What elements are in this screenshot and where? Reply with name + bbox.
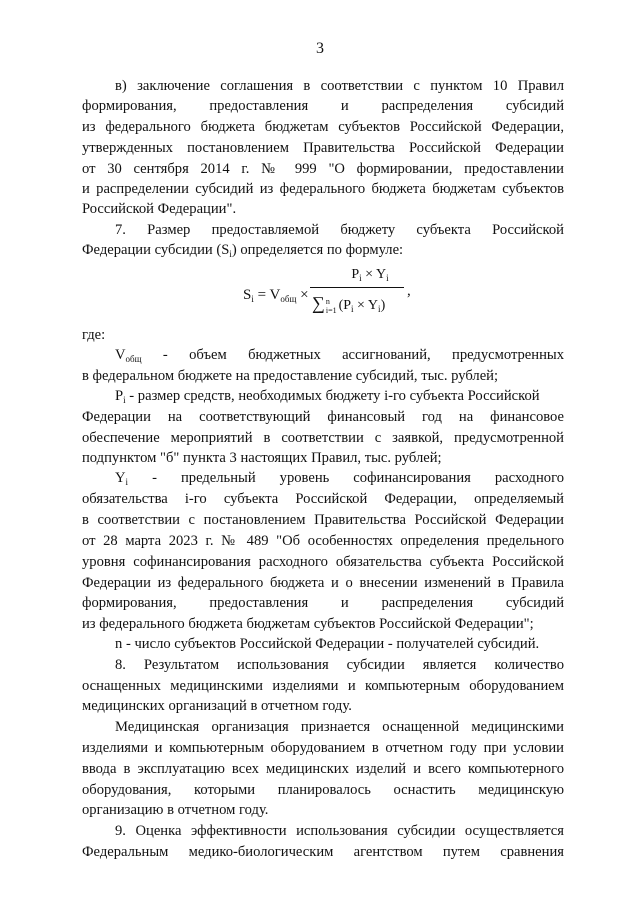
den-p-sub: i: [351, 304, 354, 314]
text-line: [82, 593, 564, 613]
line-text-after: ) определяется по формуле:: [231, 242, 404, 258]
line-text: Федерации на соответствующий финансовый год на финансовое: [82, 409, 564, 425]
line-text: от 28 марта 2023 г. № 489 "Об особенностях определения предельного: [82, 533, 564, 549]
line-text: Федерации субсидии (S: [82, 242, 230, 258]
formula-eq: = V: [253, 287, 281, 303]
text-line: [82, 759, 564, 779]
subsidy-formula: [0, 263, 640, 323]
line-text: организацию в отчетном году.: [82, 802, 269, 818]
line-text: в федеральном бюджете на предоставление субсидий, тыс. рублей;: [82, 368, 499, 384]
text-line: [82, 552, 564, 572]
line-text: формирования, предоставления и распределения субсидий: [82, 595, 564, 611]
line-text: из федерального бюджета бюджетам субъектов Российской Федерации,: [82, 119, 564, 135]
formula-comma: ,: [407, 283, 411, 299]
sum-symbol: ∑: [312, 293, 325, 313]
line-text: утвержденных постановлением Правительства Российской Федерации: [82, 140, 564, 156]
line-text: ввода в эксплуатацию всех медицинских изделий и всего компьютерного: [82, 761, 564, 777]
sum-upper: n: [325, 296, 330, 306]
text-line: [82, 510, 564, 530]
den-y-sub: i: [378, 304, 381, 314]
line-text: подпунктом "б" пункта 3 настоящих Правил, тыс. рублей;: [82, 450, 442, 466]
text-line: [82, 240, 564, 264]
text-line: [82, 407, 564, 427]
formula-lhs: [243, 287, 309, 304]
line-text: оснащенных медицинскими изделиями и компьютерным оборудованием: [82, 678, 564, 694]
line-text-after: - объем бюджетных ассигнований, предусмотренных: [141, 347, 564, 363]
text-line: [82, 573, 564, 593]
line-text: где:: [82, 327, 106, 343]
text-line: [115, 634, 564, 654]
text-line: [82, 159, 564, 179]
sum-limits: [326, 297, 337, 315]
line-text: и распределении субсидий из федерального бюджета бюджетам субъектов: [82, 181, 564, 197]
line-subscript: общ: [125, 354, 142, 364]
text-line: [82, 738, 564, 758]
text-line: [82, 531, 564, 551]
text-line: [82, 96, 564, 116]
den-open: (P: [338, 298, 352, 313]
line-text-after: - размер средств, необходимых бюджету i-го субъекта Российской: [125, 388, 540, 404]
text-line: [82, 448, 564, 468]
line-text: Медицинская организация признается оснащенной медицинскими: [115, 719, 564, 735]
text-line: [82, 489, 564, 509]
text-line: [115, 655, 564, 675]
line-text: в соответствии с постановлением Правительства Российской Федерации: [82, 512, 564, 528]
line-text: оборудования, которыми планировалось оснастить медицинскую: [82, 782, 564, 798]
text-line: [82, 117, 564, 137]
line-text: 7. Размер предоставляемой бюджету субъекта Российской: [115, 222, 564, 238]
line-subscript: i: [229, 249, 232, 259]
text-line: [82, 696, 564, 716]
text-line: [82, 138, 564, 158]
formula-numerator: [330, 267, 410, 283]
line-subscript: i: [123, 395, 126, 405]
line-text: Российской Федерации".: [82, 201, 237, 217]
fraction-bar: [310, 287, 404, 288]
text-line: [115, 821, 564, 841]
line-text: P: [115, 388, 124, 404]
text-line: [82, 325, 564, 345]
line-text: Федерации из федерального бюджета и о внесении изменений в Правила: [82, 575, 564, 591]
text-line: [82, 614, 564, 634]
line-text: формирования, предоставления и распределения субсидий: [82, 98, 564, 114]
text-line: [82, 179, 564, 199]
line-text: изделиями и компьютерным оборудованием в отчетном году при условии: [82, 740, 564, 756]
text-line: [82, 780, 564, 800]
text-line: [82, 800, 564, 820]
formula-s: S: [243, 287, 252, 303]
text-line: [115, 717, 564, 737]
line-text: медицинских организаций в отчетном году.: [82, 698, 352, 714]
line-text: Y: [115, 470, 126, 486]
line-text: от 30 сентября 2014 г. № 999 "О формировании, предоставлении: [82, 161, 564, 177]
num-p-sub: i: [359, 273, 362, 283]
line-text: в) заключение соглашения в соответствии с пунктом 10 Правил: [115, 78, 564, 94]
den-close: ): [380, 298, 386, 313]
formula-times: ×: [296, 287, 309, 303]
formula-denominator: [312, 293, 385, 315]
line-text: уровня софинансирования расходного обязательства субъекта Российской: [82, 554, 564, 570]
page-number: 3: [316, 40, 324, 57]
num-y-sub: i: [386, 273, 389, 283]
num-p: P: [351, 267, 360, 282]
formula-v-sub: общ: [280, 294, 297, 304]
text-line: [82, 842, 564, 862]
line-subscript: i: [125, 477, 129, 487]
line-text: 9. Оценка эффективности использования субсидии осуществляется: [115, 823, 564, 839]
line-text: обязательства i-го субъекта Российской Федерации, определяемый: [82, 491, 564, 507]
den-times: × Y: [353, 298, 379, 313]
num-times: × Y: [361, 267, 387, 282]
line-text: V: [115, 347, 126, 363]
text-line: [82, 676, 564, 696]
line-text: Федеральным медико-биологическим агентством путем сравнения: [82, 844, 564, 860]
text-line: [82, 366, 564, 386]
formula-s-sub: i: [251, 294, 254, 304]
sum-lower: i=1: [325, 305, 337, 315]
text-line: [115, 76, 564, 96]
line-text: 8. Результатом использования субсидии является количество: [115, 657, 564, 673]
text-line: [115, 220, 564, 240]
line-text: из федерального бюджета бюджетам субъектов Российской Федерации";: [82, 616, 534, 632]
text-line: [82, 199, 564, 219]
line-text: n - число субъектов Российской Федерации - получателей субсидий.: [115, 636, 540, 652]
line-text: обеспечение мероприятий в соответствии с заявкой, предусмотренной: [82, 430, 564, 446]
line-text-after: - предельный уровень софинансирования расходного: [128, 470, 564, 486]
text-line: [82, 428, 564, 448]
